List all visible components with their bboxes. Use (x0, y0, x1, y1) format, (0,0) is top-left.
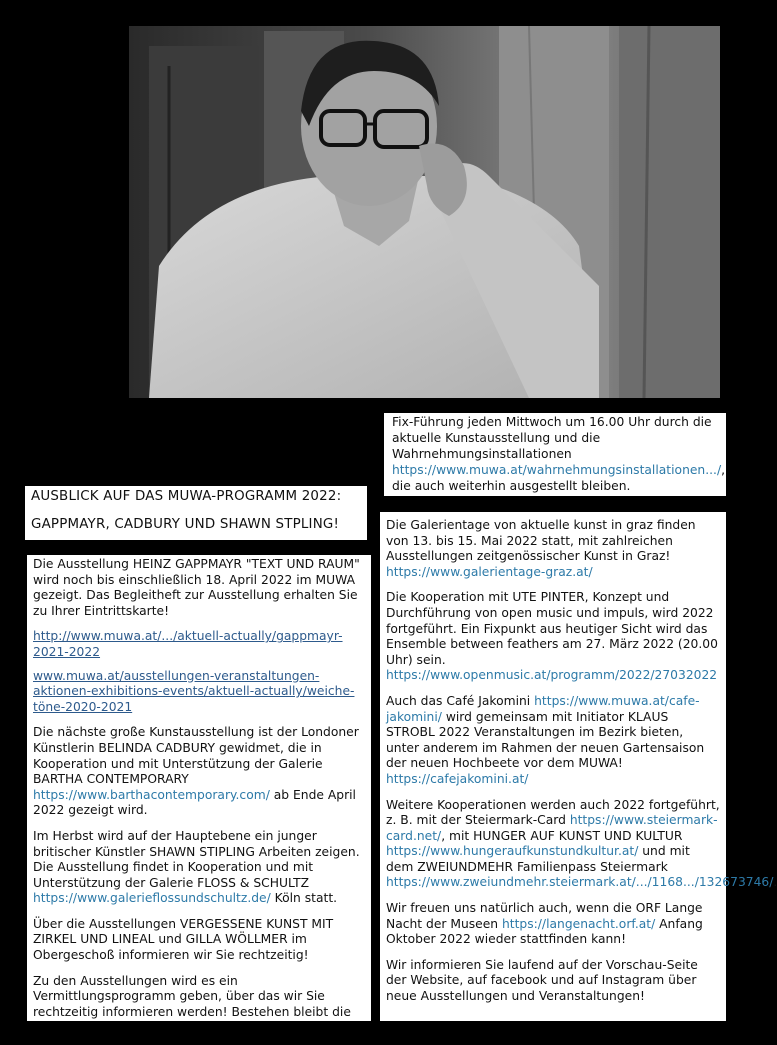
cadbury-text: Die nächste große Kunstausstellung ist der Londoner Künstlerin BELINDA CADBURY gewidmet, die in Kooperation und mit Unterstützung der Galerie BARTHA CONTEMPORARY (33, 725, 359, 787)
openmusic-paragraph (386, 590, 720, 684)
left-column (27, 555, 371, 1021)
right-column (380, 512, 777, 1021)
lange-nacht-link[interactable]: https://langenacht.orf.at/ (502, 916, 656, 931)
openmusic-text: Die Kooperation mit UTE PINTER, Konzept und Durchführung von open music und impuls, wird 2022 fortgeführt. Ein Fixpunkt aus heutiger Sicht wird das Ensemble between feathers am 27. März 2022 (20.00 Uhr) sein. (386, 590, 718, 667)
fix-fuehrung-box (384, 413, 726, 496)
cafe-middle: wird gemeinsam mit Initiator KLAUS STROBL 2022 Veranstaltungen im Bezirk bieten, unter anderem im Rahmen der neuen Gartensaison der neuen Hochbeete vor dem MUWA! (386, 709, 705, 771)
cafejakomini-at-link[interactable]: https://cafejakomini.at/ (386, 771, 529, 786)
gappmayr-paragraph: Die Ausstellung HEINZ GAPPMAYR "TEXT UND RAUM" wird noch bis einschließlich 18. April 2022 im MUWA gezeigt. Das Begleitheft zur Ausstellung erhalten Sie zu Ihrer Eintrittskarte! (33, 557, 360, 618)
bartha-link[interactable]: https://www.barthacontemporary.com/ (33, 787, 270, 802)
cafe-jakomini-link[interactable]: https://www.muwa.at/cafe-jakomini/ (386, 693, 700, 724)
info-paragraph: Wir informieren Sie laufend auf der Vorschau-Seite der Website, auf facebook und auf Instagram über neue Ausstellungen und Veranstaltungen! (386, 957, 698, 1004)
cafe-text: Auch das Café Jakomini (386, 693, 535, 708)
cafe-jakomini-paragraph (386, 694, 720, 788)
zweiundmehr-link[interactable]: https://www.zweiundmehr.steiermark.at/.../1168.../132673746/ (386, 875, 774, 890)
vermittlung-paragraph: Zu den Ausstellungen wird es ein Vermittlungsprogramm geben, über das wir Sie rechtzeitig informieren werden! Bestehen bleibt die (33, 973, 351, 1019)
heading-box (25, 486, 367, 540)
cadbury-tail: ab Ende April 2022 gezeigt wird. (33, 787, 356, 818)
wahrnehmung-link[interactable]: https://www.muwa.at/wahrnehmungsinstallationen.../ (392, 463, 722, 477)
lange-nacht-tail: Anfang Oktober 2022 wieder stattfinden kann! (386, 916, 703, 947)
heading-line-1: AUSBLICK AUF DAS MUWA-PROGRAMM 2022: (31, 489, 342, 504)
koop-text-1: Weitere Kooperationen werden auch 2022 fortgeführt, z. B. mit der Steiermark-Card (386, 797, 720, 828)
lange-nacht-paragraph (386, 901, 720, 948)
koop-text-3: und mit dem ZWEIUNDMEHR Familienpass Steiermark (386, 844, 690, 874)
galerientage-link[interactable]: https://www.galerientage-graz.at/ (386, 564, 593, 579)
fix-fuehrung-text: Fix-Führung jeden Mittwoch um 16.00 Uhr durch die aktuelle Kunstausstellung und die Wahrnehmungsinstallationen (392, 415, 712, 461)
weiche-toene-link[interactable]: www.muwa.at/ausstellungen-veranstaltungen-aktionen-exhibitions-events/aktuell-actually/weiche-töne-2020-2021 (33, 668, 355, 714)
galerientage-text: Die Galerientage von aktuelle kunst in graz finden von 13. bis 15. Mai 2022 statt, mit zahlreichen Ausstellungen zeitgenössischer Kunst in Graz! (386, 518, 696, 564)
galerientage-paragraph (386, 518, 720, 580)
fix-fuehrung-tail: , die auch weiterhin ausgestellt bleiben. (392, 463, 726, 493)
portrait-photo (129, 26, 720, 398)
steiermark-card-link[interactable]: https://www.steiermark-card.net/ (386, 813, 718, 843)
lange-nacht-text: Wir freuen uns natürlich auch, wenn die ORF Lange Nacht der Museen (386, 901, 703, 931)
stipling-tail: Köln statt. (270, 891, 338, 906)
koop-text-4: . (773, 875, 777, 890)
kooperationen-paragraph (386, 797, 777, 892)
koop-text-2: , mit HUNGER AUF KUNST UND KULTUR (441, 828, 683, 843)
heading-line-2: GAPPMAYR, CADBURY UND SHAWN STPLING! (31, 517, 340, 532)
vergessene-kunst-paragraph: Über die Ausstellungen VERGESSENE KUNST MIT ZIRKEL UND LINEAL und GILLA WÖLLMER im Obergeschoß informieren wir Sie rechtzeitig! (33, 916, 334, 963)
floss-schultz-link[interactable]: https://www.galerieflossundschultz.de/ (33, 891, 271, 906)
cadbury-paragraph (33, 725, 366, 819)
openmusic-link[interactable]: https://www.openmusic.at/programm/2022/27032022 (386, 668, 718, 683)
stipling-text: Im Herbst wird auf der Hauptebene ein junger britischer Künstler SHAWN STIPLING Arbeiten zeigen. Die Ausstellung findet in Kooperation und mit Unterstützung der Galerie FLOSS & SCHULTZ (33, 828, 360, 890)
gappmayr-link[interactable]: http://www.muwa.at/.../aktuell-actually/gappmayr-2021-2022 (33, 629, 343, 659)
stipling-paragraph (33, 829, 366, 907)
hunger-auf-kunst-link[interactable]: https://www.hungeraufkunstundkultur.at/ (386, 844, 639, 859)
